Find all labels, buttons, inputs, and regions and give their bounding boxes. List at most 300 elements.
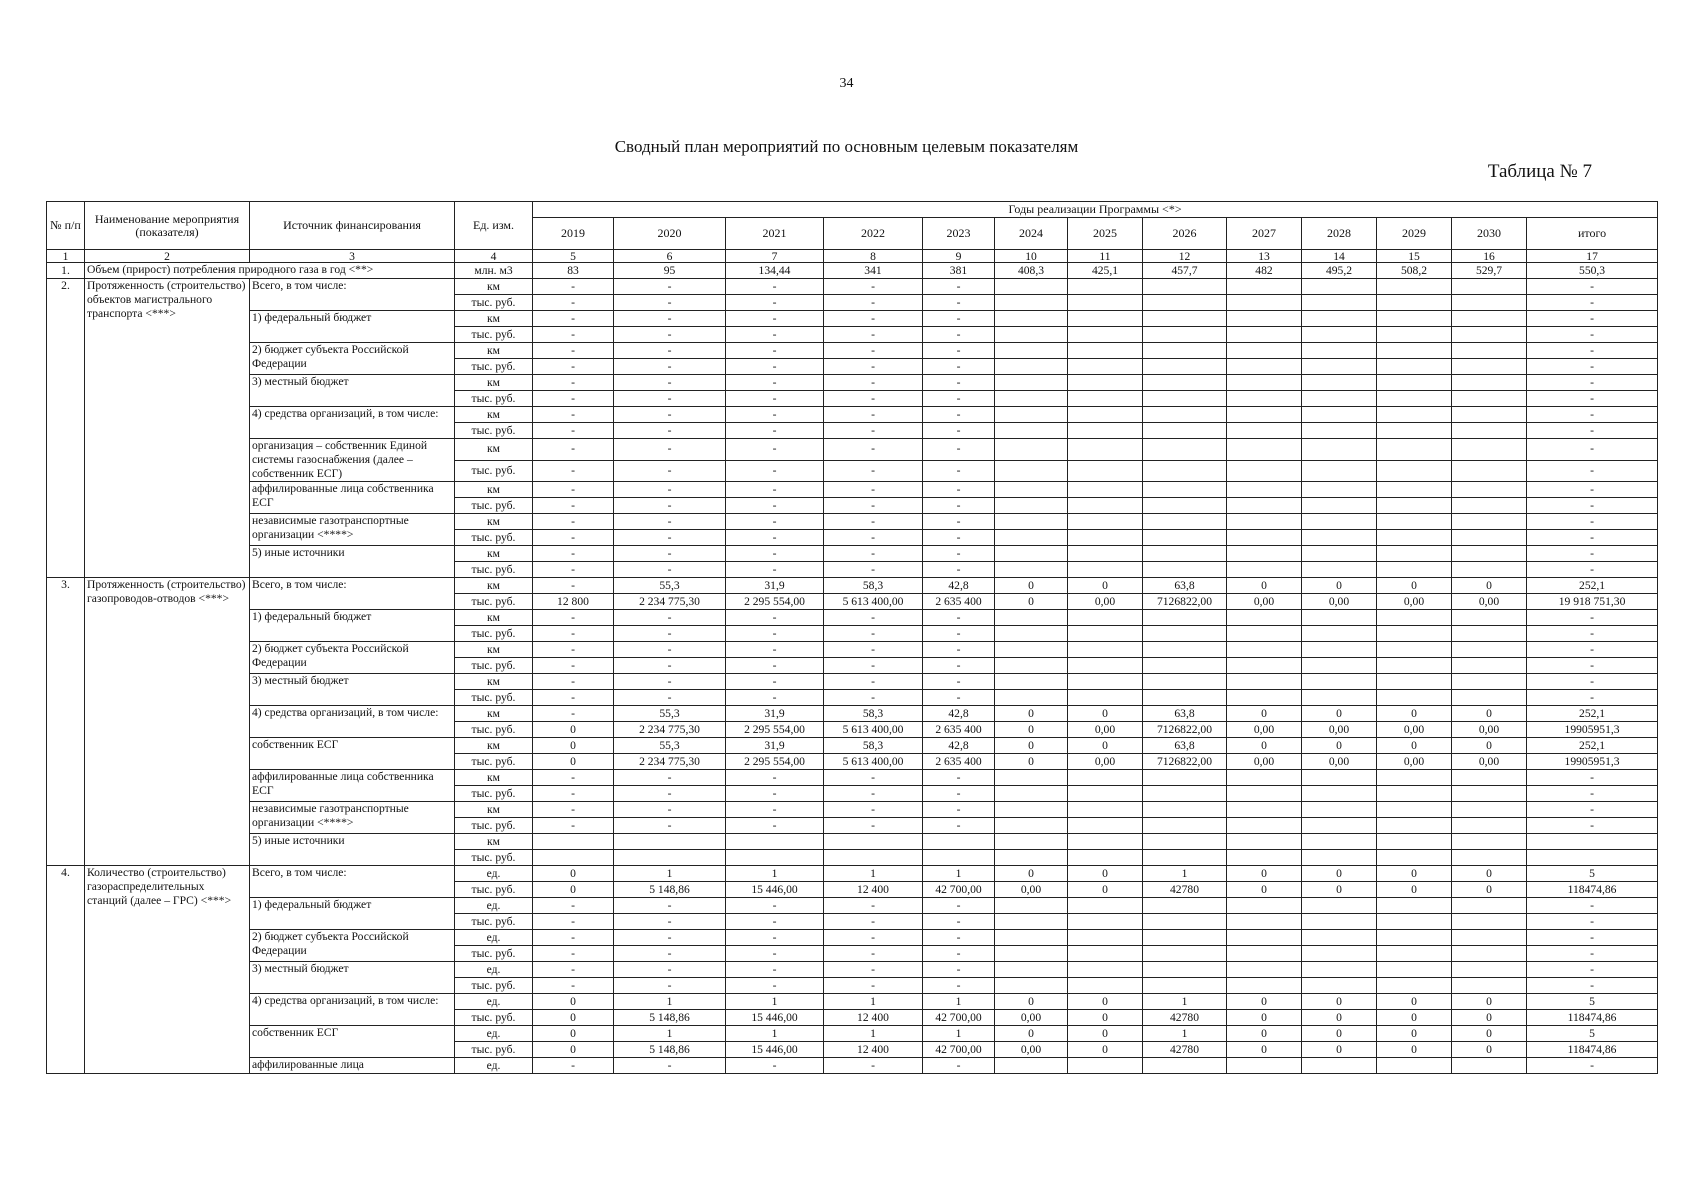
unit-cell: км <box>455 642 533 658</box>
value-cell: - <box>533 946 614 962</box>
value-cell <box>1227 311 1302 327</box>
value-cell: - <box>533 642 614 658</box>
value-cell: - <box>1527 690 1658 706</box>
column-index: 8 <box>824 250 923 263</box>
value-cell: 0,00 <box>1452 754 1527 770</box>
value-cell <box>1143 327 1227 343</box>
value-cell: 0,00 <box>1302 754 1377 770</box>
value-cell <box>1143 546 1227 562</box>
value-cell: 31,9 <box>726 578 824 594</box>
value-cell: - <box>923 482 995 498</box>
value-cell: - <box>533 674 614 690</box>
value-cell: 0 <box>1302 1026 1377 1042</box>
value-cell <box>1452 391 1527 407</box>
value-cell <box>1302 610 1377 626</box>
value-cell <box>1302 626 1377 642</box>
value-cell <box>726 834 824 850</box>
column-index: 11 <box>1068 250 1143 263</box>
value-cell <box>1302 498 1377 514</box>
value-cell: 0,00 <box>1068 722 1143 738</box>
value-cell: - <box>923 343 995 359</box>
summary-plan-table <box>46 201 1658 1074</box>
value-cell: - <box>614 930 726 946</box>
value-cell: 0 <box>1068 994 1143 1010</box>
value-cell: - <box>614 546 726 562</box>
table-row <box>47 770 1658 786</box>
value-cell <box>1227 359 1302 375</box>
value-cell: - <box>824 610 923 626</box>
table-row <box>47 578 1658 594</box>
funding-source: 2) бюджет субъекта Российской Федерации <box>250 343 455 375</box>
value-cell: - <box>1527 818 1658 834</box>
table-row <box>47 898 1658 914</box>
value-cell: - <box>824 818 923 834</box>
value-cell <box>1068 834 1143 850</box>
value-cell <box>1452 546 1527 562</box>
section-no: 4. <box>47 866 85 1074</box>
funding-source: независимые газотранспортные организации <****> <box>250 802 455 834</box>
value-cell <box>1302 279 1377 295</box>
value-cell: - <box>533 658 614 674</box>
value-cell: - <box>533 962 614 978</box>
table-row <box>47 343 1658 359</box>
value-cell: 42780 <box>1143 1042 1227 1058</box>
value-cell: 0 <box>1452 1042 1527 1058</box>
table-row <box>47 706 1658 722</box>
value-cell <box>1068 439 1143 461</box>
unit-cell: тыс. руб. <box>455 978 533 994</box>
unit-cell: км <box>455 834 533 850</box>
value-cell: - <box>923 460 995 482</box>
value-cell: - <box>1527 423 1658 439</box>
value-cell: - <box>533 343 614 359</box>
value-cell <box>1068 802 1143 818</box>
value-cell: - <box>1527 978 1658 994</box>
value-cell <box>1227 674 1302 690</box>
value-cell: - <box>726 375 824 391</box>
unit-cell: тыс. руб. <box>455 295 533 311</box>
value-cell: - <box>1527 407 1658 423</box>
value-cell <box>1143 279 1227 295</box>
value-cell <box>1452 375 1527 391</box>
value-cell <box>1377 423 1452 439</box>
value-cell: - <box>533 802 614 818</box>
value-cell <box>1227 898 1302 914</box>
value-cell <box>1143 1058 1227 1074</box>
value-cell <box>1227 391 1302 407</box>
value-cell: 83 <box>533 263 614 279</box>
value-cell: 0 <box>1302 738 1377 754</box>
value-cell: - <box>923 978 995 994</box>
value-cell <box>1143 946 1227 962</box>
value-cell <box>995 562 1068 578</box>
table-row <box>47 930 1658 946</box>
value-cell: - <box>824 930 923 946</box>
funding-source: собственник ЕСГ <box>250 1026 455 1058</box>
value-cell: - <box>726 978 824 994</box>
value-cell <box>1377 626 1452 642</box>
value-cell <box>1452 359 1527 375</box>
value-cell: 0 <box>533 722 614 738</box>
value-cell <box>1377 1058 1452 1074</box>
value-cell: 0 <box>1452 866 1527 882</box>
value-cell <box>1227 375 1302 391</box>
value-cell: 0 <box>1227 882 1302 898</box>
value-cell: - <box>614 674 726 690</box>
value-cell: - <box>923 962 995 978</box>
value-cell <box>1227 562 1302 578</box>
value-cell: 0 <box>1227 738 1302 754</box>
value-cell: - <box>533 914 614 930</box>
value-cell: 1 <box>824 1026 923 1042</box>
value-cell <box>1143 626 1227 642</box>
value-cell: 0 <box>1227 578 1302 594</box>
header-name: Наименование мероприятия (показателя) <box>85 202 250 250</box>
value-cell: - <box>824 946 923 962</box>
header-year: 2022 <box>824 218 923 250</box>
section-name: Количество (строительство) газораспределительных станций (далее – ГРС) <***> <box>85 866 250 1074</box>
funding-source: 3) местный бюджет <box>250 674 455 706</box>
value-cell: - <box>923 439 995 461</box>
value-cell <box>1452 626 1527 642</box>
value-cell: - <box>533 786 614 802</box>
value-cell: - <box>726 770 824 786</box>
value-cell: - <box>824 658 923 674</box>
funding-source: 2) бюджет субъекта Российской Федерации <box>250 930 455 962</box>
value-cell: 118474,86 <box>1527 882 1658 898</box>
unit-cell: тыс. руб. <box>455 460 533 482</box>
value-cell: - <box>614 610 726 626</box>
value-cell <box>995 546 1068 562</box>
value-cell: - <box>1527 530 1658 546</box>
value-cell <box>1227 482 1302 498</box>
value-cell <box>1068 460 1143 482</box>
value-cell <box>1302 562 1377 578</box>
value-cell: 15 446,00 <box>726 882 824 898</box>
value-cell: - <box>614 391 726 407</box>
value-cell: - <box>824 562 923 578</box>
value-cell: - <box>614 818 726 834</box>
unit-cell: тыс. руб. <box>455 658 533 674</box>
value-cell <box>995 482 1068 498</box>
value-cell <box>1377 439 1452 461</box>
value-cell: - <box>1527 498 1658 514</box>
value-cell <box>1302 460 1377 482</box>
value-cell <box>1068 658 1143 674</box>
document-title: Сводный план мероприятий по основным целевым показателям <box>614 137 1079 156</box>
value-cell: - <box>824 530 923 546</box>
value-cell: - <box>533 562 614 578</box>
value-cell: - <box>1527 962 1658 978</box>
value-cell <box>1302 978 1377 994</box>
value-cell <box>1377 498 1452 514</box>
value-cell: 0 <box>1302 1042 1377 1058</box>
value-cell: 42,8 <box>923 706 995 722</box>
value-cell <box>1068 690 1143 706</box>
value-cell: - <box>923 530 995 546</box>
value-cell <box>1143 802 1227 818</box>
value-cell: 0 <box>533 1042 614 1058</box>
funding-source: организация – собственник Единой системы газоснабжения (далее – собственник ЕСГ) <box>250 439 455 482</box>
value-cell <box>1068 343 1143 359</box>
value-cell: - <box>614 482 726 498</box>
unit-cell: тыс. руб. <box>455 562 533 578</box>
value-cell: 508,2 <box>1377 263 1452 279</box>
value-cell <box>1452 530 1527 546</box>
value-cell <box>1377 407 1452 423</box>
value-cell: 252,1 <box>1527 578 1658 594</box>
value-cell <box>1068 786 1143 802</box>
value-cell: - <box>533 930 614 946</box>
value-cell: 0 <box>995 754 1068 770</box>
value-cell: - <box>726 626 824 642</box>
value-cell <box>1302 295 1377 311</box>
value-cell: 0,00 <box>1377 722 1452 738</box>
value-cell: 63,8 <box>1143 738 1227 754</box>
value-cell: - <box>614 658 726 674</box>
funding-source: 5) иные источники <box>250 834 455 866</box>
value-cell: - <box>923 1058 995 1074</box>
value-cell: - <box>824 898 923 914</box>
funding-source: Всего, в том числе: <box>250 866 455 898</box>
value-cell <box>1377 311 1452 327</box>
value-cell: 1 <box>923 994 995 1010</box>
unit-cell: км <box>455 343 533 359</box>
value-cell: 0 <box>1452 882 1527 898</box>
table-row <box>47 802 1658 818</box>
value-cell: 341 <box>824 263 923 279</box>
value-cell <box>533 850 614 866</box>
value-cell <box>1302 658 1377 674</box>
value-cell <box>1452 658 1527 674</box>
value-cell: - <box>614 375 726 391</box>
value-cell: 0 <box>1302 866 1377 882</box>
value-cell: - <box>824 343 923 359</box>
unit-cell: км <box>455 482 533 498</box>
table-row <box>47 834 1658 850</box>
value-cell <box>1143 642 1227 658</box>
funding-source: 3) местный бюджет <box>250 375 455 407</box>
value-cell <box>995 658 1068 674</box>
unit-cell: тыс. руб. <box>455 850 533 866</box>
value-cell <box>1377 802 1452 818</box>
value-cell <box>995 818 1068 834</box>
value-cell: 0 <box>533 1010 614 1026</box>
value-cell <box>995 914 1068 930</box>
value-cell: 95 <box>614 263 726 279</box>
value-cell <box>995 770 1068 786</box>
value-cell <box>1068 530 1143 546</box>
value-cell: 19 918 751,30 <box>1527 594 1658 610</box>
value-cell: 0 <box>1068 1026 1143 1042</box>
value-cell: - <box>726 498 824 514</box>
value-cell: 5 148,86 <box>614 882 726 898</box>
value-cell: - <box>726 642 824 658</box>
value-cell <box>995 514 1068 530</box>
value-cell <box>1452 482 1527 498</box>
value-cell <box>1377 674 1452 690</box>
value-cell <box>1452 898 1527 914</box>
unit-cell: тыс. руб. <box>455 914 533 930</box>
value-cell: - <box>1527 642 1658 658</box>
value-cell: - <box>824 460 923 482</box>
value-cell <box>1068 674 1143 690</box>
value-cell: - <box>614 914 726 930</box>
value-cell: 1 <box>1143 1026 1227 1042</box>
value-cell: - <box>923 818 995 834</box>
value-cell: 0 <box>533 994 614 1010</box>
unit-cell: тыс. руб. <box>455 818 533 834</box>
value-cell <box>1068 562 1143 578</box>
value-cell <box>995 946 1068 962</box>
value-cell <box>1452 946 1527 962</box>
value-cell: 0 <box>1377 706 1452 722</box>
header-year: 2029 <box>1377 218 1452 250</box>
value-cell <box>1068 770 1143 786</box>
value-cell <box>1377 562 1452 578</box>
funding-source: аффилированные лица собственника ЕСГ <box>250 482 455 514</box>
value-cell <box>1143 690 1227 706</box>
value-cell <box>1377 295 1452 311</box>
value-cell <box>1143 834 1227 850</box>
value-cell: - <box>614 514 726 530</box>
value-cell: - <box>533 578 614 594</box>
value-cell: 1 <box>1143 866 1227 882</box>
value-cell <box>1302 802 1377 818</box>
value-cell <box>1143 439 1227 461</box>
value-cell: - <box>824 514 923 530</box>
value-cell: - <box>824 498 923 514</box>
value-cell <box>995 391 1068 407</box>
value-cell: - <box>824 391 923 407</box>
value-cell: 2 295 554,00 <box>726 722 824 738</box>
value-cell: 0 <box>995 994 1068 1010</box>
value-cell <box>1068 482 1143 498</box>
value-cell: - <box>533 482 614 498</box>
value-cell: 15 446,00 <box>726 1010 824 1026</box>
value-cell: - <box>726 482 824 498</box>
value-cell: - <box>1527 514 1658 530</box>
value-cell: 0 <box>533 882 614 898</box>
value-cell <box>1068 818 1143 834</box>
row-no: 1. <box>47 263 85 279</box>
column-index: 16 <box>1452 250 1527 263</box>
value-cell <box>1302 914 1377 930</box>
value-cell <box>1143 375 1227 391</box>
unit-cell: км <box>455 706 533 722</box>
value-cell <box>1068 311 1143 327</box>
value-cell: - <box>614 359 726 375</box>
funding-source: 4) средства организаций, в том числе: <box>250 407 455 439</box>
value-cell: 0 <box>995 594 1068 610</box>
value-cell <box>1377 818 1452 834</box>
value-cell: 0 <box>1227 1026 1302 1042</box>
unit-cell: тыс. руб. <box>455 530 533 546</box>
value-cell <box>995 343 1068 359</box>
value-cell <box>1143 498 1227 514</box>
table-row <box>47 546 1658 562</box>
value-cell: 2 234 775,30 <box>614 722 726 738</box>
unit-cell: км <box>455 407 533 423</box>
value-cell <box>1377 978 1452 994</box>
value-cell <box>1452 770 1527 786</box>
value-cell: - <box>923 914 995 930</box>
value-cell <box>1227 834 1302 850</box>
value-cell: - <box>726 279 824 295</box>
unit-cell: ед. <box>455 1026 533 1042</box>
value-cell: - <box>614 786 726 802</box>
value-cell: 408,3 <box>995 263 1068 279</box>
value-cell <box>1302 834 1377 850</box>
funding-source: 5) иные источники <box>250 546 455 578</box>
value-cell <box>1302 546 1377 562</box>
value-cell: - <box>923 407 995 423</box>
value-cell: 0 <box>1302 578 1377 594</box>
value-cell: - <box>1527 311 1658 327</box>
value-cell: - <box>824 962 923 978</box>
value-cell: - <box>614 962 726 978</box>
value-cell: 2 234 775,30 <box>614 594 726 610</box>
value-cell: 0 <box>1227 994 1302 1010</box>
unit-cell: км <box>455 546 533 562</box>
table-row <box>47 642 1658 658</box>
value-cell <box>1227 407 1302 423</box>
value-cell: - <box>726 786 824 802</box>
value-cell: 2 295 554,00 <box>726 754 824 770</box>
value-cell: 0 <box>1227 866 1302 882</box>
value-cell <box>1068 978 1143 994</box>
row-name: Объем (прирост) потребления природного газа в год <**> <box>85 263 455 279</box>
value-cell: - <box>1527 674 1658 690</box>
value-cell: - <box>533 818 614 834</box>
value-cell: - <box>726 914 824 930</box>
value-cell <box>614 834 726 850</box>
column-index: 14 <box>1302 250 1377 263</box>
unit-cell: тыс. руб. <box>455 690 533 706</box>
column-index: 5 <box>533 250 614 263</box>
unit-cell: тыс. руб. <box>455 722 533 738</box>
header-year: 2021 <box>726 218 824 250</box>
table-row <box>47 738 1658 754</box>
value-cell <box>1227 770 1302 786</box>
header-year: 2025 <box>1068 218 1143 250</box>
value-cell: - <box>533 359 614 375</box>
value-cell: 1 <box>824 866 923 882</box>
unit-cell: км <box>455 279 533 295</box>
value-cell: 58,3 <box>824 706 923 722</box>
header-year: 2026 <box>1143 218 1227 250</box>
value-cell <box>995 930 1068 946</box>
value-cell <box>1068 610 1143 626</box>
value-cell: 0,00 <box>995 882 1068 898</box>
value-cell: 63,8 <box>1143 706 1227 722</box>
value-cell <box>1452 295 1527 311</box>
header-year: итого <box>1527 218 1658 250</box>
value-cell <box>1143 962 1227 978</box>
unit-cell: км <box>455 738 533 754</box>
value-cell: - <box>614 439 726 461</box>
value-cell: 2 635 400 <box>923 594 995 610</box>
value-cell: 58,3 <box>824 738 923 754</box>
value-cell <box>1302 375 1377 391</box>
value-cell <box>1143 391 1227 407</box>
value-cell <box>1227 914 1302 930</box>
unit-cell: ед. <box>455 866 533 882</box>
value-cell <box>1452 914 1527 930</box>
value-cell <box>1452 610 1527 626</box>
value-cell: - <box>614 327 726 343</box>
value-cell <box>1527 850 1658 866</box>
